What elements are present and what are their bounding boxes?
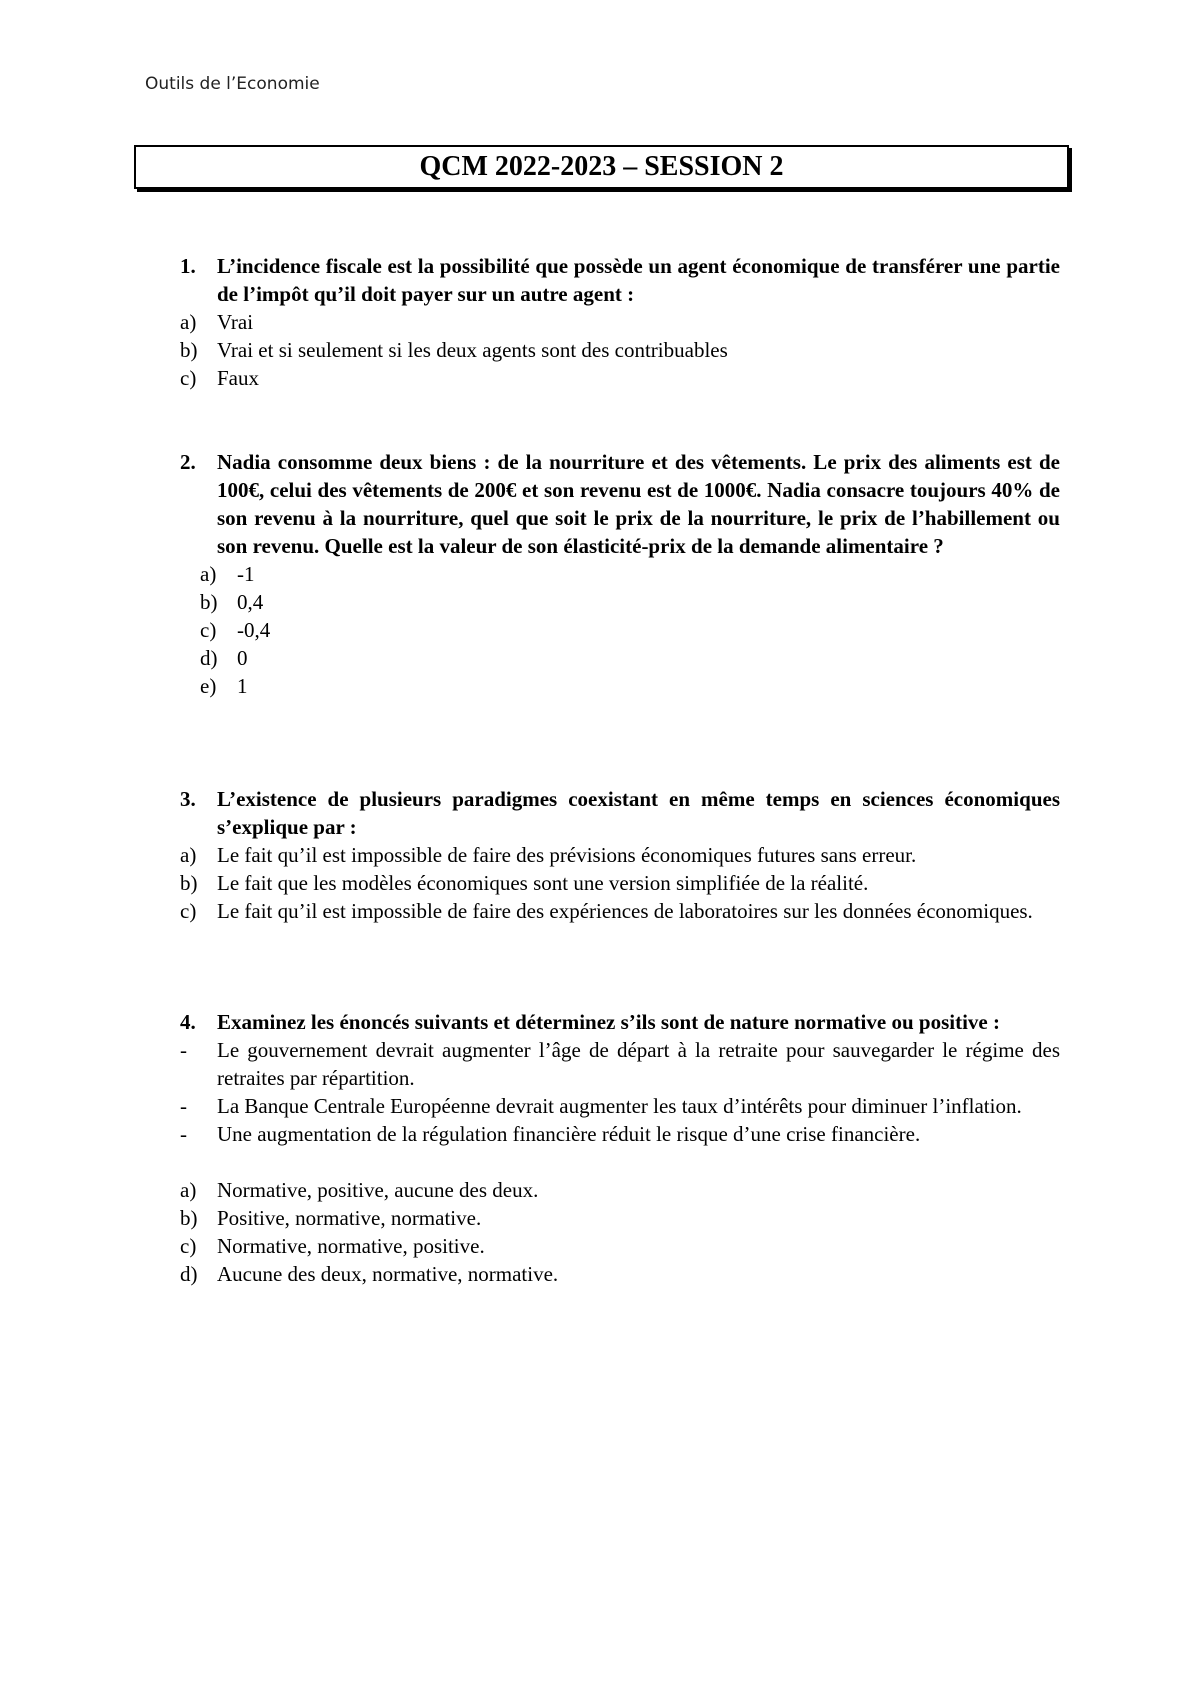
question-1 <box>180 252 1060 392</box>
answer-option: a) Vrai <box>180 310 254 334</box>
answer-option: c) Faux <box>180 366 259 390</box>
question-3 <box>180 785 1060 925</box>
question-text: L’existence de plusieurs paradigmes coexistant en même temps en sciences économiques s’explique par : <box>217 787 1060 839</box>
question-number: 1. <box>180 254 196 278</box>
answer-option: a) -1 <box>200 562 255 586</box>
answer-option: c) -0,4 <box>200 618 271 642</box>
answer-option: b) Positive, normative, normative. <box>180 1206 482 1230</box>
answer-option: e) 1 <box>200 674 248 698</box>
answer-option: b) Le fait que les modèles économiques sont une version simplifiée de la réalité. <box>180 871 869 895</box>
title-box <box>134 145 1069 189</box>
question-text: Nadia consomme deux biens : de la nourriture et des vêtements. Le prix des aliments est de 100€, celui des vêtements de 200€ et son revenu est de 1000€. Nadia consacre toujours 40% de son revenu à la nourriture, quel que soit le prix de la nourriture, le prix de l’habillement ou son revenu. Quelle est la valeur de son élasticité-prix de la demande alimentaire ? <box>217 450 1060 558</box>
question-number: 2. <box>180 450 196 474</box>
answer-option: a) Normative, positive, aucune des deux. <box>180 1178 539 1202</box>
question-text: L’incidence fiscale est la possibilité que possède un agent économique de transférer une partie de l’impôt qu’il doit payer sur un autre agent : <box>217 254 1060 306</box>
question-number: 3. <box>180 787 196 811</box>
answer-option: b) 0,4 <box>200 590 264 614</box>
statement-item: - Une augmentation de la régulation financière réduit le risque d’une crise financière. <box>180 1122 921 1146</box>
statement-item: - La Banque Centrale Européenne devrait augmenter les taux d’intérêts pour diminuer l’inflation. <box>180 1094 1022 1118</box>
answer-option: a) Le fait qu’il est impossible de faire des prévisions économiques futures sans erreur. <box>180 843 917 867</box>
answer-option: d) 0 <box>200 646 248 670</box>
statement-item: - Le gouvernement devrait augmenter l’âge de départ à la retraite pour sauvegarder le régime des retraites par répartition. <box>180 1038 1060 1090</box>
page-header: Outils de l’Economie <box>145 74 320 94</box>
question-2 <box>180 448 1060 700</box>
answer-option: b) Vrai et si seulement si les deux agents sont des contribuables <box>180 338 728 362</box>
answer-option: d) Aucune des deux, normative, normative. <box>180 1262 559 1286</box>
answer-option: c) Normative, normative, positive. <box>180 1234 485 1258</box>
question-number: 4. <box>180 1010 196 1034</box>
page-title: QCM 2022-2023 – SESSION 2 <box>419 151 784 182</box>
question-text: Examinez les énoncés suivants et déterminez s’ils sont de nature normative ou positive : <box>217 1010 1000 1034</box>
answer-option: c) Le fait qu’il est impossible de faire des expériences de laboratoires sur les données économiques. <box>180 899 1033 923</box>
question-4 <box>180 1008 1060 1288</box>
